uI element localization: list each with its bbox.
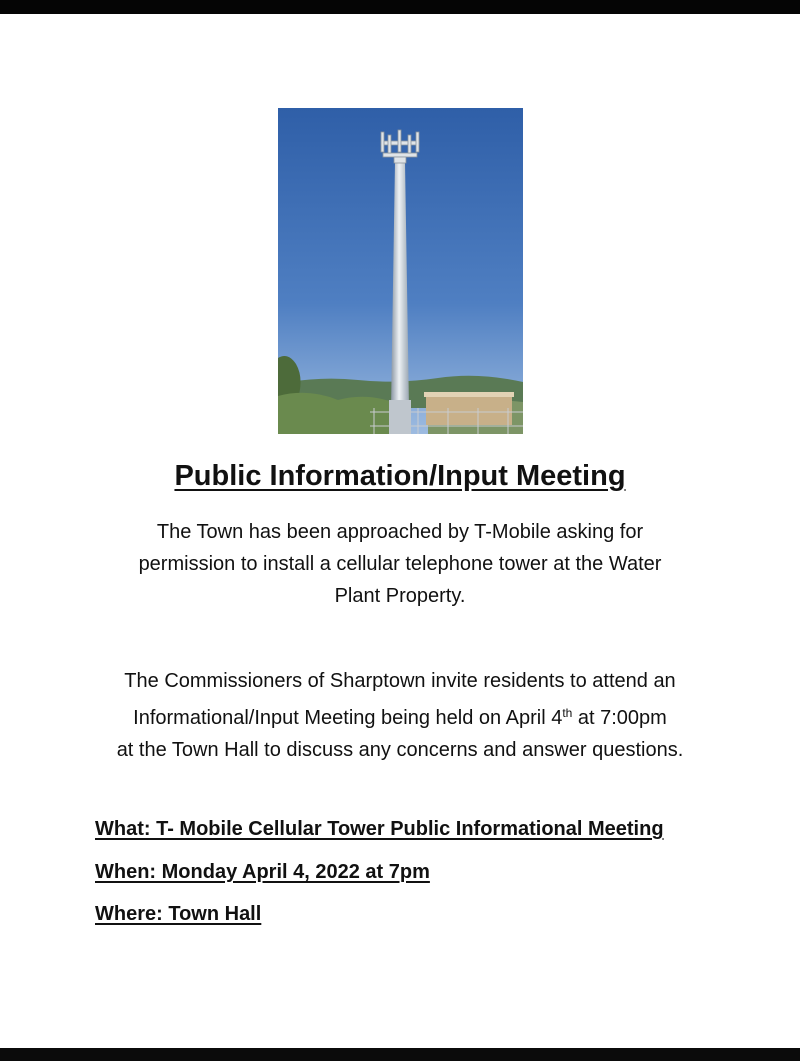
intro-paragraph [60, 516, 740, 612]
intro-line-3: Plant Property. [334, 585, 466, 607]
ordinal-suffix: th [562, 706, 573, 720]
invitation-line-2 [60, 697, 740, 734]
invitation-paragraph [60, 665, 740, 766]
intro-line-1: The Town has been approached by T-Mobile asking for [156, 521, 644, 543]
cell-tower-photo [278, 108, 523, 434]
invitation-line-3: at the Town Hall to discuss any concerns and answer questions. [116, 739, 684, 761]
page-title: Public Information/Input Meeting [174, 460, 626, 492]
when-detail: When: Monday April 4, 2022 at 7pm [95, 861, 430, 883]
intro-line-2: permission to install a cellular telephone tower at the Water [138, 553, 662, 575]
top-border [0, 0, 800, 14]
what-detail: What: T- Mobile Cellular Tower Public Informational Meeting [95, 818, 664, 840]
bottom-border [0, 1048, 800, 1061]
where-detail: Where: Town Hall [95, 903, 262, 925]
invitation-line-2-end: at 7:00pm [572, 707, 667, 729]
invitation-line-1: The Commissioners of Sharptown invite residents to attend an [124, 670, 676, 692]
invitation-line-2-start: Informational/Input Meeting being held on April 4 [133, 707, 563, 729]
